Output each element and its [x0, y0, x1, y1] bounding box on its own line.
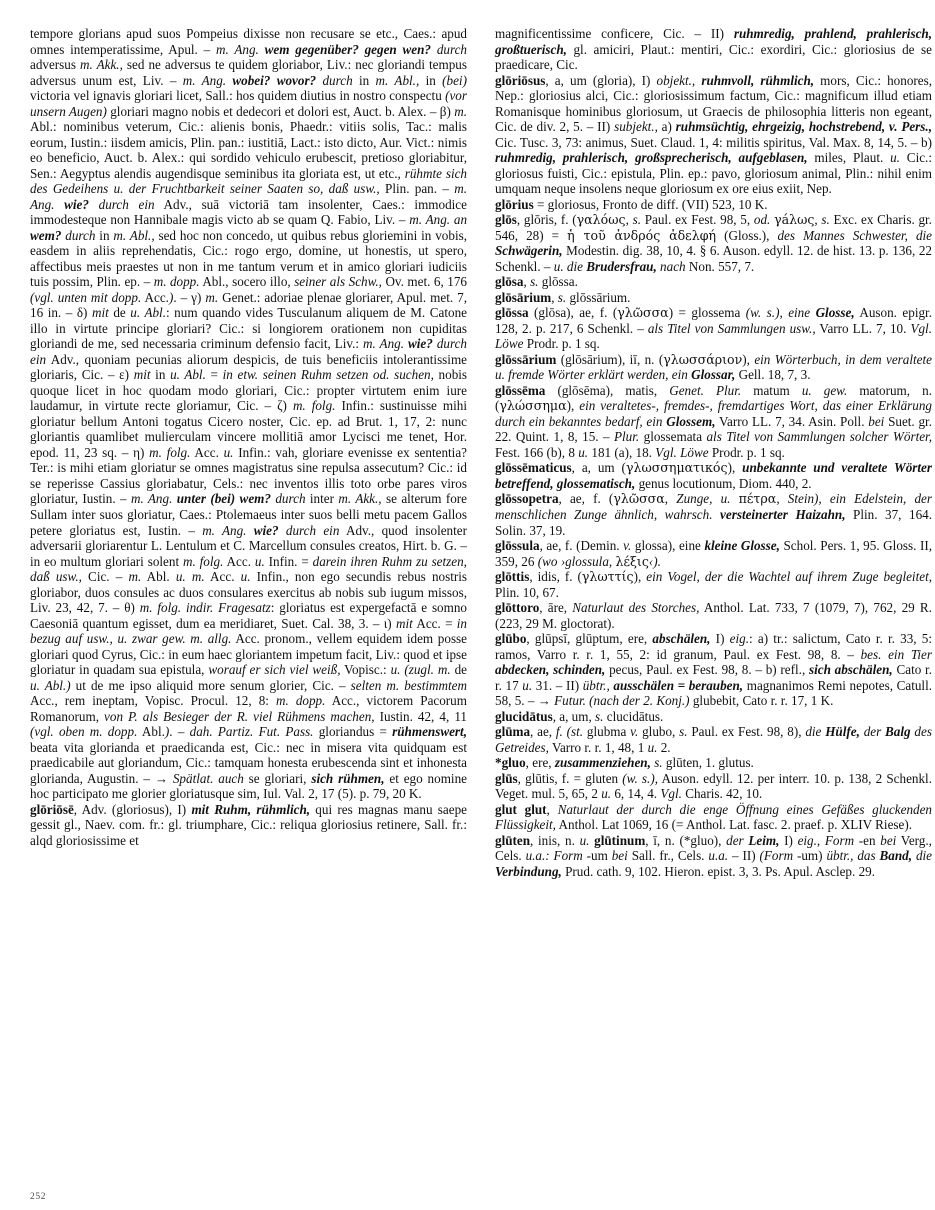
entry-glossematicus: glōssēmaticus, a, um (γλωσσηματικóς), unbekannte und veraltete Wörter betreffend, glossematisch, genus locutionum, Diom. 440, 2.	[495, 460, 932, 491]
entry-glos: glōs, glōris, f. (γαλóως, s. Paul. ex Fest. 98, 5, od. γáλως, s. Exc. ex Charis. gr. 546, 28) = ἡ τοῦ ἀνδρóς ἀδελφή (Gloss.), des Mannes Schwester, die Schwägerin, Modestin. dig. 38, 10, 4. § 6. Auson. edyll. 12. de hist. 13. p. 136, 22 Schenkl. – u. die Brudersfrau, nach Non. 557, 7.	[495, 212, 933, 274]
entry-glubo: glūbo, glūpsī, glūptum, ere, abschälen, I) eig.: a) tr.: salictum, Cato r. r. 33, 5: ramos, Varro r. r. 1, 55, 2: id granum, Paul. ex Fest. 98, 8. – bes. ein Tier abdecken, schinden, pecus, Paul. ex Fest. 98, 8. – b) refl., sich abschälen, Cato r. r. 17 u. 31. – II) übtr., ausschälen = berauben, magnanimos Remi nepotes, Catull. 58, 5. – → Futur. (nach der 2. Konj.) glubebit, Cato r. r. 17, 1 K.	[495, 631, 933, 709]
entry-gluo: *gluo, ere, zusammenziehen, s. glūten, 1. glutus.	[495, 755, 754, 771]
column-container	[30, 26, 933, 1176]
entry-glosa: glōsa, s. glōssa.	[495, 274, 578, 290]
entry-glucidatus: glucidātus, a, um, s. clucidātus.	[495, 708, 664, 724]
entry-glorior-continued: tempore glorians apud suos Pompeius dixisse non recusare se etc., Caes.: apud omnes intemperatissime, Apul. – m. Ang. wem gegenüber? gegen wen? durch adversus m. Akk., sed ne adversus te quidem gloriabor, Liv.: nec gloriandi tempus adversus unum est, Liv. – m. Ang. wobei? wovor? durch in m. Abl., in (bei) victoria vel ignavis gloriari licet, Sall.: hos quidem diutius in nostro conspectu (vor unsern Augen) gloriari magno nobis et dedecori et dolori est, Auct. b. Alex. – β) m. Abl.: nominibus veterum, Cic.: alienis bonis, Phaedr.: vitiis solis, Tac.: malis eorum, Iustin.: iisdem amicis, Plin. pan.: iustitiā, Lact.: isto dicto, Aur. Vict.: nimis eo beneficio, Auct. b. Alex.: qui sordido vehiculo erubescit, pretioso gloriabitur, Sen.: Aegyptus alendis augendisque seminibus ita gloriata est, ut etc., rühmte sich des Gedeihens u. der Fruchtbarkeit seiner Saaten so, daß usw., Plin. pan. – m. Ang. wie? durch ein Adv., suā victoriā tam insolenter, Caes.: immodice immodesteque non Hannibale magis victo ab se quam Q. Fabio, Liv. – m. Ang. an wem? durch in m. Abl., sed hoc non concedo, ut quibus rebus gloriemini in vobis, easdem in aliis reprehendatis, Cic.: rogo ergo, domine, ut honestis, ut spero, affectibus meis praestes ut non in me tantum verum et in amico gloriari iudiciis tuis possim, Plin. ep. – m. dopp. Abl., socero illo, seiner als Schw., Ov. met. 6, 176 (vgl. unten mit dopp. Acc.). – γ) m. Genet.: adoriae plenae gloriarer, Apul. met. 7, 16 in. – δ) mit de u. Abl.: num quando vides Tusculanum aliquem de M. Catone illo in virtute principe gloriari? Cic.: si longiorem orationem non cupiditas gloriandi de me, sed necessaria criminum defensio facit, Liv.: m. Ang. wie? durch ein Adv., quoniam pecunias aliorum despicis, de tuis beneficiis intolerantissime gloriaris, Cic. – ε) mit in u. Abl. = in etw. seinen Ruhm setzen od. suchen, nobis quoque licet in hoc quodam modo gloriari, Cic.: propter virtutem enim iure laudamur, in virtute recte gloriamur, Cic. – ζ) m. folg. Infin.: sustinuisse mihi gloriatur bellum Antoni togatus Cicero noster, Cic. ep. ad Brut. 1, 17, 2: nunc gloriantis quamlibet mulierculam vincere mollitiā amor Lycisci me tenet, Hor. epod. 11, 23 sq. – η) m. folg. Acc. u. Infin.: vah, gloriare evenisse ex sententia? Ter.: is mihi etiam gloriatur se omnes magistratus sine repulsa assecutum? Cic.: id se reperisse Cassius gloriabatur, Cels.: nec inventos illis toto orbe pares viros gloriatur, Iustin. – m. Ang. unter (bei) wem? durch inter m. Akk., se alterum fore Sullam inter suos gloriatur, Caes.: Ptolemaeus inter suos belli metu pacem Gallos petere gloriatus est, Iustin. – m. Ang. wie? durch ein Adv., quod insolenter adversarii gloriarentur L. Lentulum et C. Marcellum consules creatos, Hirt. b. G. – in eo multum gloriari solent m. folg. Acc. u. Infin. = darein ihren Ruhm zu setzen, daß usw., Cic. – m. Abl. u. m. Acc. u. Infin., non ego secundis rebus nostris gloriabor, duos consules ac duos consulares exercitus ab nobis sub iugum missos, Liv. 23, 42, 7. – θ) m. folg. indir. Fragesatz: gloriatus est expergefactā e somno Caesoniā quantum egisset, dum ea meridiaret, Suet. Cal. 38, 3. – ι) mit Acc. = in bezug auf usw., u. zwar gew. m. allg. Acc. pronom., vellem equidem idem posse gloriari quod Cyrus, Cic.: in eum haec gloriantem impetum facit, Liv.: quod et ipse gloriatur in quadam sua epistula, worauf er sich viel weiß, Vopisc.: u. (zugl. m. de u. Abl.) ut de me ipso aliquid more senum glorier, Cic. – selten m. bestimmtem Acc., rem ineptam, Vopisc. Procul. 12, 8: m. dopp. Acc., victorem Pacorum Romanorum, von P. als Besieger der R. viel Rühmens machen, Iustin. 42, 4, 11 (vgl. oben m. dopp. Abl.). – dah. Partiz. Fut. Pass. gloriandus = rühmenswert, beata vita glorianda et praedicanda est, Cic.: nec in misera vita quidquam est praedicabile aut gloriandum, Cic.: tamquam honesta erubescenda sint et inhonesta glorianda, Augustin. – → Spätlat. auch se gloriari, sich rühmen, et ego nomine hoc participato me glorier gloriatusque sim, Iul. Val. 2, 17 (5). p. 79, 20 K.	[30, 26, 468, 802]
entry-gloriosus: glōriōsus, a, um (gloria), I) objekt., ruhmvoll, rühmlich, mors, Cic.: honores, Nep.: gloriosius alci, Cic.: gloriosissimum factum, Cic.: magnificum illud etiam Romanisque hominibus gloriosum, ut Graecis de philosophia litteris non egeant, Cic. de div. 2, 5. – II) subjekt., a) ruhmsüchtig, ehrgeizig, hochstrebend, v. Pers., Cic. Tusc. 3, 73: animus, Suet. Claud. 1, 4: militis spiritus, Val. Max. 8, 14, 5. – b) ruhmredig, prahlerisch, großsprecherisch, aufgeblasen, miles, Plaut. u. Cic.: gloriosus fuisti, Cic.: epistula, Plin. ep.: pavo, gloriosum animal, Plin.: nihil enim umquam neque insolens neque gloriosum ex ore eius exiit, Nep.	[495, 72, 933, 197]
entry-gluten: glūten, inis, n. u. glūtinum, ī, n. (*gluo), der Leim, I) eig., Form -en bei Verg., Cels. u.a.: Form -um bei Sall. fr., Cels. u.a. – II) (Form -um) übtr., das Band, die Verbindung, Prud. cath. 9, 102. Hieron. epist. 3, 3. Ps. Apul. Asclep. 29.	[495, 832, 932, 879]
entry-glorius: glōrius = gloriosus, Fronto de diff. (VII) 523, 10 K.	[495, 196, 768, 212]
entry-glosarium: glōsārium, s. glōssārium.	[495, 289, 631, 305]
page-number: 252	[30, 1192, 47, 1202]
entry-glossula: glōssula, ae, f. (Demin. v. glossa), eine kleine Glosse, Schol. Pers. 1, 95. Gloss. II, 359, 26 (wo ›glossula, λέξις‹).	[495, 538, 933, 569]
entry-glossema: glōssēma (glōsēma), matis, Genet. Plur. matum u. gew. matorum, n. (γλώσσημα), ein veraltetes-, fremdes-, fremdartiges Wort, das einer Erklärung durch ein bekanntes bedarf, ein Glossem, Varro LL. 7, 34. Asin. Poll. bei Suet. gr. 22. Quint. 1, 8, 15. – Plur. glossemata als Titel von Sammlungen solcher Wörter, Fest. 166 (b), 8 u. 181 (a), 18. Vgl. Löwe Prodr. p. 1 sq.	[495, 382, 933, 460]
entry-gloriose-continued: magnificentissime conficere, Cic. – II) ruhmredig, prahlend, prahlerisch, großtuerisch, gl. amiciri, Plaut.: mentiri, Cic.: exordiri, Cic.: gloriosius de se praedicare, Cic.	[495, 26, 932, 73]
entry-glottis: glōttis, idis, f. (γλωττίς), ein Vogel, der die Wachtel auf ihrem Zuge begleitet, Plin. 10, 67.	[495, 569, 933, 600]
entry-gluma: glūma, ae, f. (st. glubma v. glubo, s. Paul. ex Fest. 98, 8), die Hülfe, der Balg des Getreides, Varro r. r. 1, 48, 1 u. 2.	[495, 724, 932, 755]
entry-gloriose: glōriōsē, Adv. (gloriosus), I) mit Ruhm, rühmlich, qui res magnas manu saepe gessit gl., Naev. com. fr.: gl. triumphare, Cic.: reliqua gloriosius retinere, Sall. fr.: alqd gloriosissime et	[30, 801, 467, 848]
entry-glossarium: glōssārium (glōsārium), iī, n. (γλωσσάριον), ein Wörterbuch, in dem veraltete u. fremde Wörter erklärt werden, ein Glossar, Gell. 18, 7, 3.	[495, 351, 932, 383]
entry-glossopetra: glōssopetra, ae, f. (γλῶσσα, Zunge, u. πέτρα, Stein), ein Edelstein, der menschlichen Zunge ähnlich, wahrsch. versteinerter Haizahn, Plin. 37, 164. Solin. 37, 19.	[495, 491, 932, 538]
entry-glossa: glōssa (glōsa), ae, f. (γλῶσσα) = glossema (w. s.), eine Glosse, Auson. epigr. 128, 2. p. 217, 6 Schenkl. – als Titel von Sammlungen usw., Varro LL. 7, 10. Vgl. Löwe Prodr. p. 1 sq.	[495, 305, 932, 352]
right-column	[495, 26, 932, 1176]
left-column	[30, 26, 467, 1176]
entry-glottoro: glōttoro, āre, Naturlaut des Storches, Anthol. Lat. 733, 7 (1079, 7), 762, 29 R. (223, 29 M. gloctorat).	[495, 600, 932, 631]
entry-glutglut: glut glut, Naturlaut der durch die enge Öffnung eines Gefäßes gluckenden Flüssigkeit, Anthol. Lat 1069, 16 (= Anthol. Lat. fasc. 2. praef. p. XLIV Riese).	[495, 801, 932, 833]
entry-glus: glūs, glūtis, f. = gluten (w. s.), Auson. edyll. 12. per interr. 10. p. 138, 2 Schenkl. Veget. mul. 5, 65, 2 u. 6, 14, 4. Vgl. Charis. 42, 10.	[495, 770, 932, 802]
